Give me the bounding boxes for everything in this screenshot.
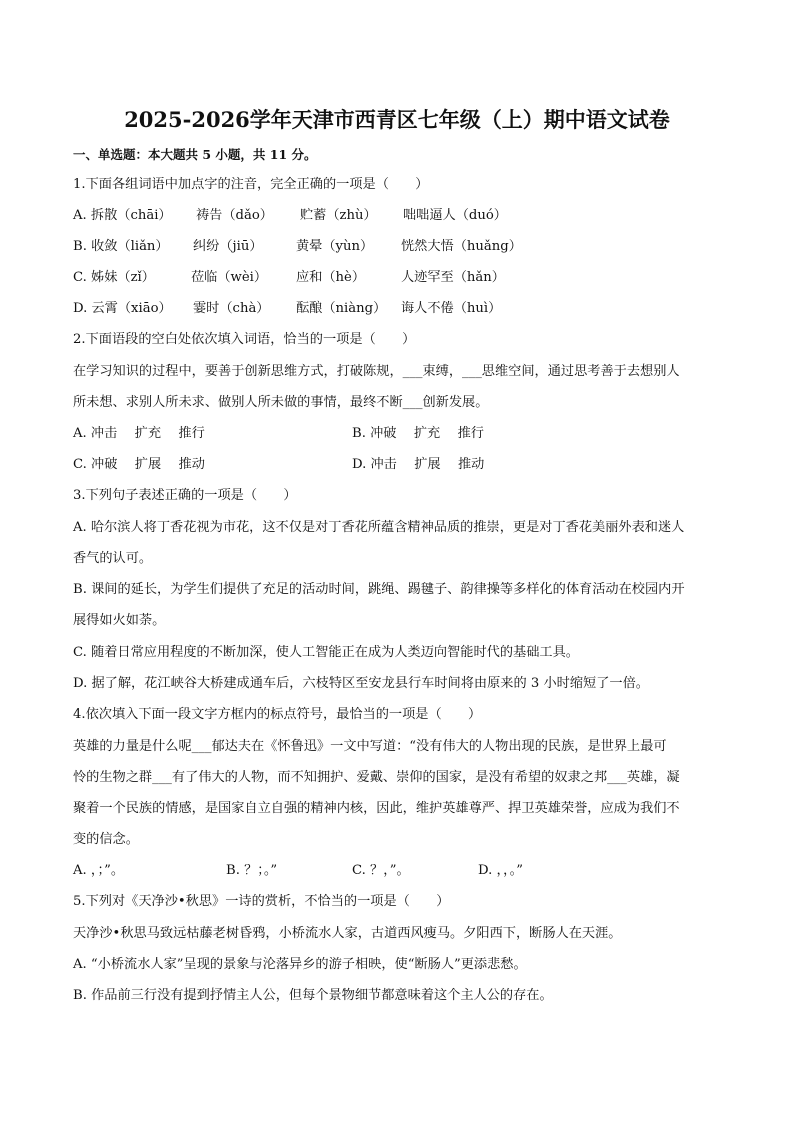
q1-option-a-item-4: 咄咄逼人（duó） bbox=[403, 208, 507, 223]
q3-option-b-line-1: B. 课间的延长，为学生们提供了充足的活动时间，跳绳、踢毽子、韵律操等多样化的体育活动在校园内开 bbox=[73, 582, 685, 597]
q3-option-a-line-2: 香气的认可。 bbox=[73, 551, 153, 566]
q1-option-c-item-4: 人迹罕至（hǎn） bbox=[401, 270, 505, 285]
q1-option-c-item-3: 应和（hè） bbox=[296, 270, 366, 285]
q4-option-c: C. ？，”。 bbox=[352, 863, 410, 878]
q5-option-a: A. “小桥流水人家”呈现的景象与沦落异乡的游子相映，使“断肠人”更添悲愁。 bbox=[73, 957, 527, 972]
q4-option-b: B. ？；。” bbox=[226, 863, 278, 878]
question-4-passage-line-4: 变的信念。 bbox=[73, 832, 139, 847]
question-4-passage-line-2: 怜的生物之群___有了伟大的人物，而不知拥护、爱戴、崇仰的国家，是没有希望的奴隶之邦___英雄，凝 bbox=[73, 770, 680, 785]
q3-option-c: C. 随着日常应用程度的不断加深，使人工智能正在成为人类迈向智能时代的基础工具。 bbox=[73, 645, 579, 660]
question-2-passage-line-1: 在学习知识的过程中，要善于创新思维方式，打破陈规，___束缚，___思维空间，通过思考善于去想别人 bbox=[73, 364, 680, 379]
q1-option-b-item-2: 纠纷（jiū） bbox=[193, 239, 263, 254]
question-5-poem: 天净沙•秋思马致远枯藤老树昏鸦，小桥流水人家，古道西风瘦马。夕阳西下，断肠人在天涯。 bbox=[73, 926, 622, 941]
question-3-stem: 3.下列句子表述正确的一项是（ ） bbox=[73, 488, 297, 503]
q1-option-a-item-1: A. 拆散（chāi） bbox=[73, 208, 172, 223]
q1-option-b-item-4: 恍然大悟（huǎng） bbox=[401, 239, 522, 254]
q1-option-d-item-2: 霎时（chà） bbox=[193, 301, 270, 316]
q4-option-a: A. ，；”。 bbox=[73, 863, 125, 878]
exam-title: 2025-2026学年天津市西青区七年级（上）期中语文试卷 bbox=[124, 107, 670, 132]
question-1-stem: 1.下面各组词语中加点字的注音，完全正确的一项是（ ） bbox=[73, 177, 429, 192]
q2-option-a: A. 冲击 扩充 推行 bbox=[73, 426, 205, 441]
question-2-passage-line-2: 所未想、求别人所未求、做别人所未做的事情，最终不断___创新发展。 bbox=[73, 395, 489, 410]
q2-option-b: B. 冲破 扩充 推行 bbox=[352, 426, 484, 441]
q3-option-a-line-1: A. 哈尔滨人将丁香花视为市花，这不仅是对丁香花所蕴含精神品质的推崇，更是对丁香花美丽外表和迷人 bbox=[73, 520, 685, 535]
q1-option-a-item-2: 祷告（dǎo） bbox=[196, 208, 273, 223]
q3-option-d: D. 据了解，花江峡谷大桥建成通车后，六枝特区至安龙县行车时间将由原来的 3 小时缩短了一倍。 bbox=[73, 676, 649, 691]
q1-option-c-item-2: 莅临（wèi） bbox=[191, 270, 268, 285]
q1-option-d-item-4: 诲人不倦（huì） bbox=[401, 301, 502, 316]
question-2-stem: 2.下面语段的空白处依次填入词语，恰当的一项是（ ） bbox=[73, 332, 416, 347]
q4-option-d: D. ，，。” bbox=[478, 863, 523, 878]
q1-option-c-item-1: C. 姊妹（zǐ） bbox=[73, 270, 155, 285]
q1-option-d-item-1: D. 云霄（xiāo） bbox=[73, 301, 172, 316]
q1-option-b-item-1: B. 收敛（liǎn） bbox=[73, 239, 169, 254]
question-4-passage-line-1: 英雄的力量是什么呢___郁达夫在《怀鲁迅》一文中写道：“没有伟大的人物出现的民族，是世界上最可 bbox=[73, 739, 667, 754]
question-5-stem: 5.下列对《天净沙•秋思》一诗的赏析，不恰当的一项是（ ） bbox=[73, 894, 450, 909]
q2-option-d: D. 冲击 扩展 推动 bbox=[352, 457, 485, 472]
q1-option-d-item-3: 酝酿（niàng） bbox=[296, 301, 387, 316]
question-4-stem: 4.依次填入下面一段文字方框内的标点符号，最恰当的一项是（ ） bbox=[73, 707, 482, 722]
q1-option-a-item-3: 贮蓄（zhù） bbox=[300, 208, 377, 223]
question-4-passage-line-3: 聚着一个民族的情感，是国家自立自强的精神内核，因此，维护英雄尊严、捍卫英雄荣誉，应成为我们不 bbox=[73, 801, 680, 816]
q5-option-b: B. 作品前三行没有提到抒情主人公，但每个景物细节都意味着这个主人公的存在。 bbox=[73, 988, 553, 1003]
q1-option-b-item-3: 黄晕（yùn） bbox=[296, 239, 374, 254]
section-heading: 一、单选题：本大题共 5 小题，共 11 分。 bbox=[73, 147, 317, 162]
q2-option-c: C. 冲破 扩展 推动 bbox=[73, 457, 205, 472]
q3-option-b-line-2: 展得如火如荼。 bbox=[73, 613, 166, 628]
